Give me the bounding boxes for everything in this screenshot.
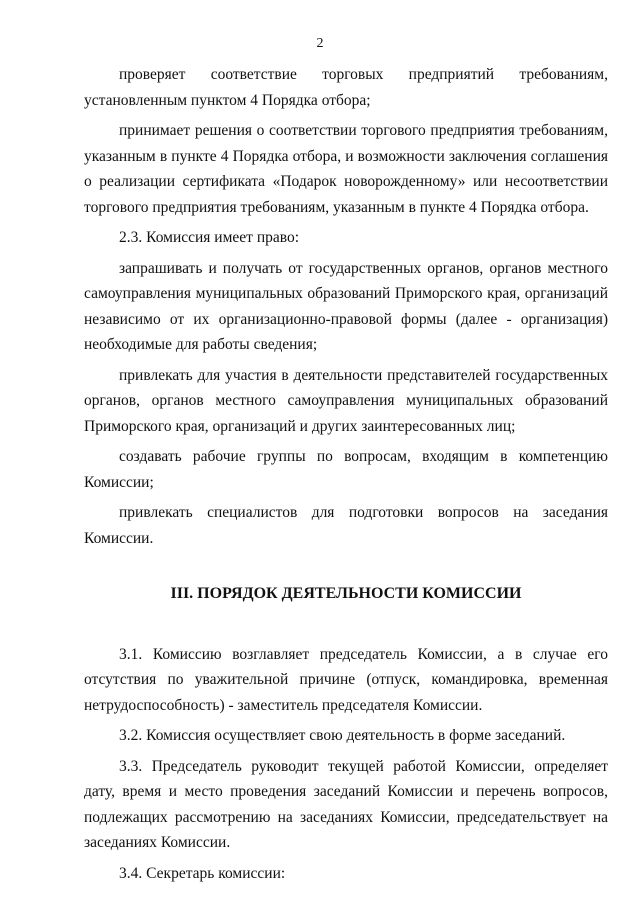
- document-body: [84, 62, 608, 891]
- paragraph: 3.3. Председатель руководит текущей работой Комиссии, определяет дату, время и место проведения заседаний Комиссии и перечень вопросов, подлежащих рассмотрению на заседаниях Комиссии, председательствует на заседаниях Комиссии.: [84, 757, 608, 851]
- page-number: 2: [316, 36, 324, 51]
- paragraph: принимает решения о соответствии торгового предприятия требованиям, указанным в пункте 4 Порядка отбора, и возможности заключения соглашения о реализации сертификата «Подарок новорожденному» или несоответствии торгового предприятия требованиям, указанным в пункте 4 Порядка отбора.: [84, 122, 608, 216]
- paragraph: привлекать для участия в деятельности представителей государственных органов, органов местного самоуправления муниципальных образований Приморского края, организаций и других заинтересованных лиц;: [84, 366, 608, 435]
- paragraph: 3.1. Комиссию возглавляет председатель Комиссии, а в случае его отсутствия по уважительной причине (отпуск, командировка, временная нетрудоспособность) - заместитель председателя Комиссии.: [84, 645, 608, 714]
- paragraph: 3.2. Комиссия осуществляет свою деятельность в форме заседаний.: [119, 727, 566, 744]
- paragraph: 2.3. Комиссия имеет право:: [119, 229, 300, 246]
- section-heading: III. ПОРЯДОК ДЕЯТЕЛЬНОСТИ КОМИССИИ: [170, 585, 522, 602]
- paragraph: проверяет соответствие торговых предприятий требованиям, установленным пунктом 4 Порядка отбора;: [84, 66, 608, 109]
- paragraph: запрашивать и получать от государственных органов, органов местного самоуправления муниципальных образований Приморского края, организаций независимо от их организационно-правовой формы (далее - организация) необходимые для работы сведения;: [84, 259, 608, 353]
- paragraph: 3.4. Секретарь комиссии:: [119, 864, 286, 882]
- paragraph: создавать рабочие группы по вопросам, входящим в компетенцию Комиссии;: [84, 448, 608, 491]
- paragraph: привлекать специалистов для подготовки вопросов на заседания Комиссии.: [84, 504, 608, 547]
